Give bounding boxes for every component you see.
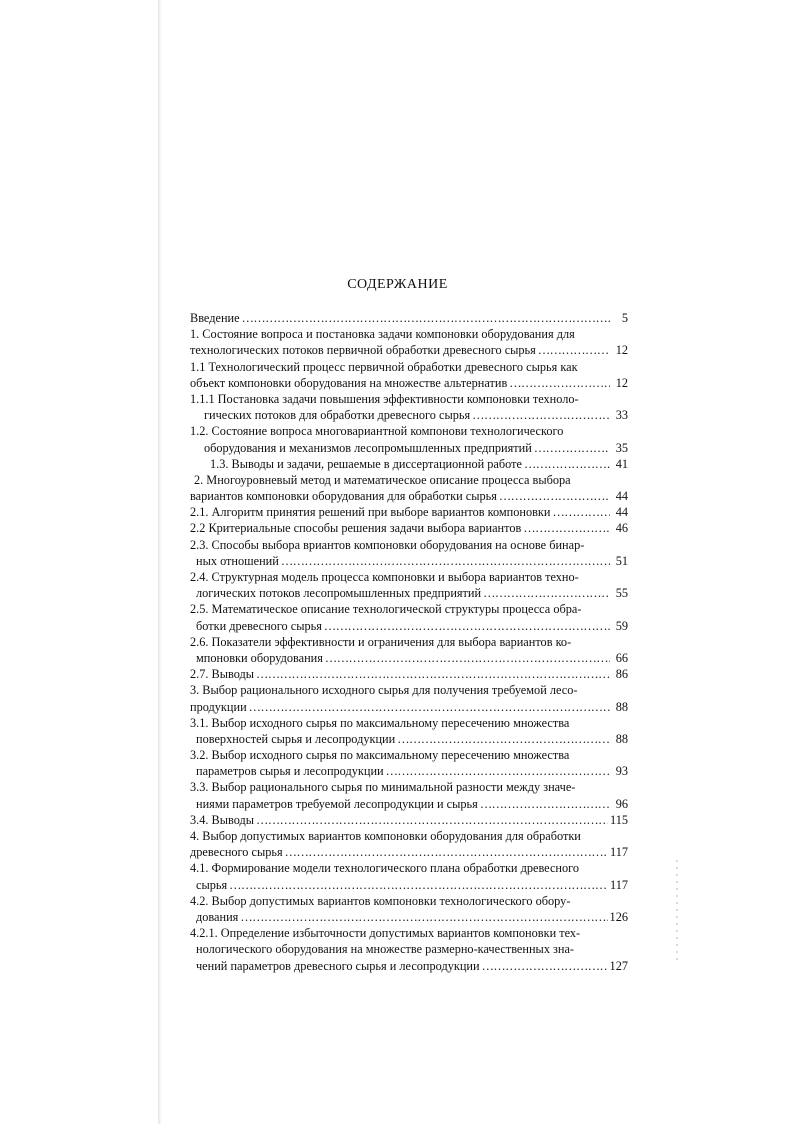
- toc-line: [190, 860, 628, 876]
- toc-line: [190, 796, 628, 812]
- toc-line: [190, 553, 628, 569]
- toc-entry-text: 3.3. Выбор рационального сырья по минимальной разности между значе-: [190, 780, 576, 795]
- toc-entry-text: 2.7. Выводы: [190, 667, 255, 682]
- toc-page-number: 12: [615, 343, 628, 358]
- toc-page-number: 126: [609, 909, 628, 924]
- toc-entry-text: 2.1. Алгоритм принятия решений при выборе вариантов компоновки: [190, 505, 551, 520]
- toc-entry-text: поверхностей сырья и лесопродукции: [196, 731, 396, 746]
- toc-leader-dots: [534, 440, 610, 456]
- toc-leader-dots: [509, 375, 610, 391]
- toc-line: [190, 359, 628, 375]
- toc-entry-text: древесного сырья: [190, 845, 283, 860]
- toc-entry-text: вариантов компоновки оборудования для обработки сырья: [190, 489, 497, 504]
- toc-page-number: 44: [615, 489, 628, 504]
- toc-page-number: 35: [615, 440, 628, 455]
- toc-line: [190, 828, 628, 844]
- toc-leader-dots: [386, 763, 610, 779]
- toc-line: [190, 812, 628, 828]
- toc-leader-dots: [538, 342, 610, 358]
- toc-line: [190, 326, 628, 342]
- toc-page-number: 44: [615, 505, 628, 520]
- toc-leader-dots: [397, 731, 610, 747]
- toc-line: [190, 650, 628, 666]
- toc-entry-text: 2.4. Структурная модель процесса компоновки и выбора вариантов техно-: [190, 570, 579, 584]
- toc-entry-text: ниями параметров требуемой лесопродукции и сырья: [196, 796, 478, 811]
- toc-line: [190, 423, 628, 439]
- toc-page-number: 127: [609, 958, 628, 973]
- toc-leader-dots: [325, 650, 610, 666]
- toc-leader-dots: [229, 877, 608, 893]
- toc-page-number: 55: [615, 586, 628, 601]
- toc-leader-dots: [483, 585, 610, 601]
- toc-entry-text: нологического оборудования на множестве размерно-качественных зна-: [196, 942, 575, 957]
- toc-line: [190, 407, 628, 423]
- toc-line: [190, 925, 628, 941]
- toc-leader-dots: [324, 618, 610, 634]
- toc-line: [190, 601, 628, 617]
- toc-entry-text: 4.2. Выбор допустимых вариантов компоновки технологического обору-: [190, 893, 571, 908]
- toc-line: [190, 666, 628, 682]
- toc-entry-text: 3.1. Выбор исходного сырья по максимальному пересечению множества: [190, 715, 570, 730]
- toc-entry-text: 1. Состояние вопроса и постановка задачи компоновки оборудования для: [190, 327, 575, 342]
- toc-line: [190, 440, 628, 456]
- toc-page-number: 33: [615, 408, 628, 423]
- toc-entry-text: 2. Многоуровневый метод и математическое описание процесса выбора: [194, 472, 571, 487]
- toc-line: [190, 893, 628, 909]
- toc-line: [190, 909, 628, 925]
- toc-entry-text: 3.2. Выбор исходного сырья по максимальному пересечению множества: [190, 748, 570, 763]
- toc-entry-text: гических потоков для обработки древесного сырья: [204, 408, 471, 423]
- toc-entry-text: 4.1. Формирование модели технологического плана обработки древесного: [190, 861, 580, 876]
- toc-leader-dots: [242, 310, 610, 326]
- toc-leader-dots: [480, 796, 610, 812]
- toc-line: [190, 844, 628, 860]
- toc-entry-text: логических потоков лесопромышленных предприятий: [196, 586, 482, 601]
- toc-leader-dots: [256, 666, 610, 682]
- toc-entry-text: 2.6. Показатели эффективности и ограничения для выбора вариантов ко-: [190, 634, 572, 649]
- toc-entry-text: технологических потоков первичной обработки древесного сырья: [190, 343, 536, 358]
- toc-entry-text: 1.1.1 Постановка задачи повышения эффективности компоновки техноло-: [190, 391, 579, 406]
- toc-leader-dots: [256, 812, 608, 828]
- toc-line: [190, 779, 628, 795]
- toc-entry-text: оборудования и механизмов лесопромышленных предприятий: [204, 440, 532, 455]
- page-title: СОДЕРЖАНИЕ: [347, 277, 448, 292]
- toc-page-number: 96: [615, 796, 628, 811]
- toc-line: [190, 731, 628, 747]
- scan-page-edge: [158, 0, 162, 1124]
- toc-entry-text: 1.3. Выводы и задачи, решаемые в диссертационной работе: [210, 456, 522, 471]
- toc-entry-text: чений параметров древесного сырья и лесопродукции: [196, 958, 480, 973]
- toc-line: [190, 520, 628, 536]
- toc-line: [190, 569, 628, 585]
- toc-entry-text: 4. Выбор допустимых вариантов компоновки оборудования для обработки: [190, 829, 581, 843]
- toc-line: [190, 958, 628, 974]
- toc-entry-text: Введение: [190, 311, 240, 325]
- toc-leader-dots: [285, 844, 608, 860]
- toc-page-number: 12: [615, 375, 628, 390]
- toc-line: [190, 456, 628, 472]
- toc-leader-dots: [281, 553, 610, 569]
- toc-leader-dots: [499, 488, 610, 504]
- toc-line: [190, 634, 628, 650]
- toc-entry-text: 4.2.1. Определение избыточности допустимых вариантов компоновки тех-: [190, 926, 581, 941]
- toc-leader-dots: [472, 407, 610, 423]
- toc-page-number: 51: [615, 553, 628, 568]
- toc-entry-text: 2.3. Способы выбора вриантов компоновки оборудования на основе бинар-: [190, 537, 585, 552]
- toc-line: [190, 747, 628, 763]
- table-of-contents: [190, 310, 628, 974]
- toc-entry-text: продукции: [190, 699, 247, 714]
- toc-line: [190, 310, 628, 326]
- toc-entry-text: 1.1 Технологический процесс первичной обработки древесного сырья как: [190, 359, 578, 374]
- toc-line: [190, 585, 628, 601]
- toc-entry-text: 1.2. Состояние вопроса многовариантной компонови технологического: [190, 424, 564, 439]
- toc-entry-text: 3.4. Выводы: [190, 812, 255, 827]
- toc-leader-dots: [249, 699, 610, 715]
- scan-artifact: [676, 860, 678, 960]
- toc-page-number: 115: [610, 812, 628, 827]
- toc-page-number: 41: [615, 456, 628, 471]
- toc-page-number: 88: [615, 699, 628, 714]
- toc-page-number: 46: [615, 521, 628, 536]
- toc-entry-text: 2.5. Математическое описание технологической структуры процесса обра-: [190, 602, 582, 617]
- toc-line: [190, 763, 628, 779]
- toc-entry-text: ботки древесного сырья: [196, 618, 322, 633]
- toc-line: [190, 941, 628, 957]
- toc-line: [190, 877, 628, 893]
- toc-line: [190, 618, 628, 634]
- toc-leader-dots: [552, 504, 610, 520]
- toc-line: [190, 342, 628, 358]
- toc-page-number: 5: [621, 311, 628, 325]
- toc-page-number: 88: [615, 731, 628, 746]
- toc-entry-text: мпоновки оборудования: [196, 650, 323, 665]
- toc-line: [190, 488, 628, 504]
- toc-line: [190, 699, 628, 715]
- toc-leader-dots: [240, 909, 607, 925]
- toc-page-number: 86: [615, 667, 628, 682]
- toc-entry-text: дования: [196, 909, 239, 924]
- toc-entry-text: сырья: [196, 877, 228, 892]
- toc-line: [190, 375, 628, 391]
- toc-entry-text: параметров сырья и лесопродукции: [196, 764, 384, 779]
- toc-line: [190, 682, 628, 698]
- toc-page-number: 117: [610, 845, 628, 860]
- toc-page-number: 117: [610, 877, 628, 892]
- toc-line: [190, 472, 628, 488]
- toc-entry-text: объект компоновки оборудования на множестве альтернатив: [190, 375, 508, 390]
- toc-entry-text: ных отношений: [196, 553, 279, 568]
- toc-line: [190, 715, 628, 731]
- toc-line: [190, 504, 628, 520]
- toc-page-number: 66: [615, 650, 628, 665]
- toc-leader-dots: [524, 456, 610, 472]
- toc-page-number: 93: [615, 764, 628, 779]
- toc-entry-text: 3. Выбор рационального исходного сырья для получения требуемой лесо-: [190, 683, 578, 698]
- toc-line: [190, 537, 628, 553]
- toc-entry-text: 2.2 Критериальные способы решения задачи выбора вариантов: [190, 521, 522, 536]
- toc-page-number: 59: [615, 618, 628, 633]
- toc-line: [190, 391, 628, 407]
- toc-leader-dots: [482, 958, 608, 974]
- toc-leader-dots: [523, 520, 610, 536]
